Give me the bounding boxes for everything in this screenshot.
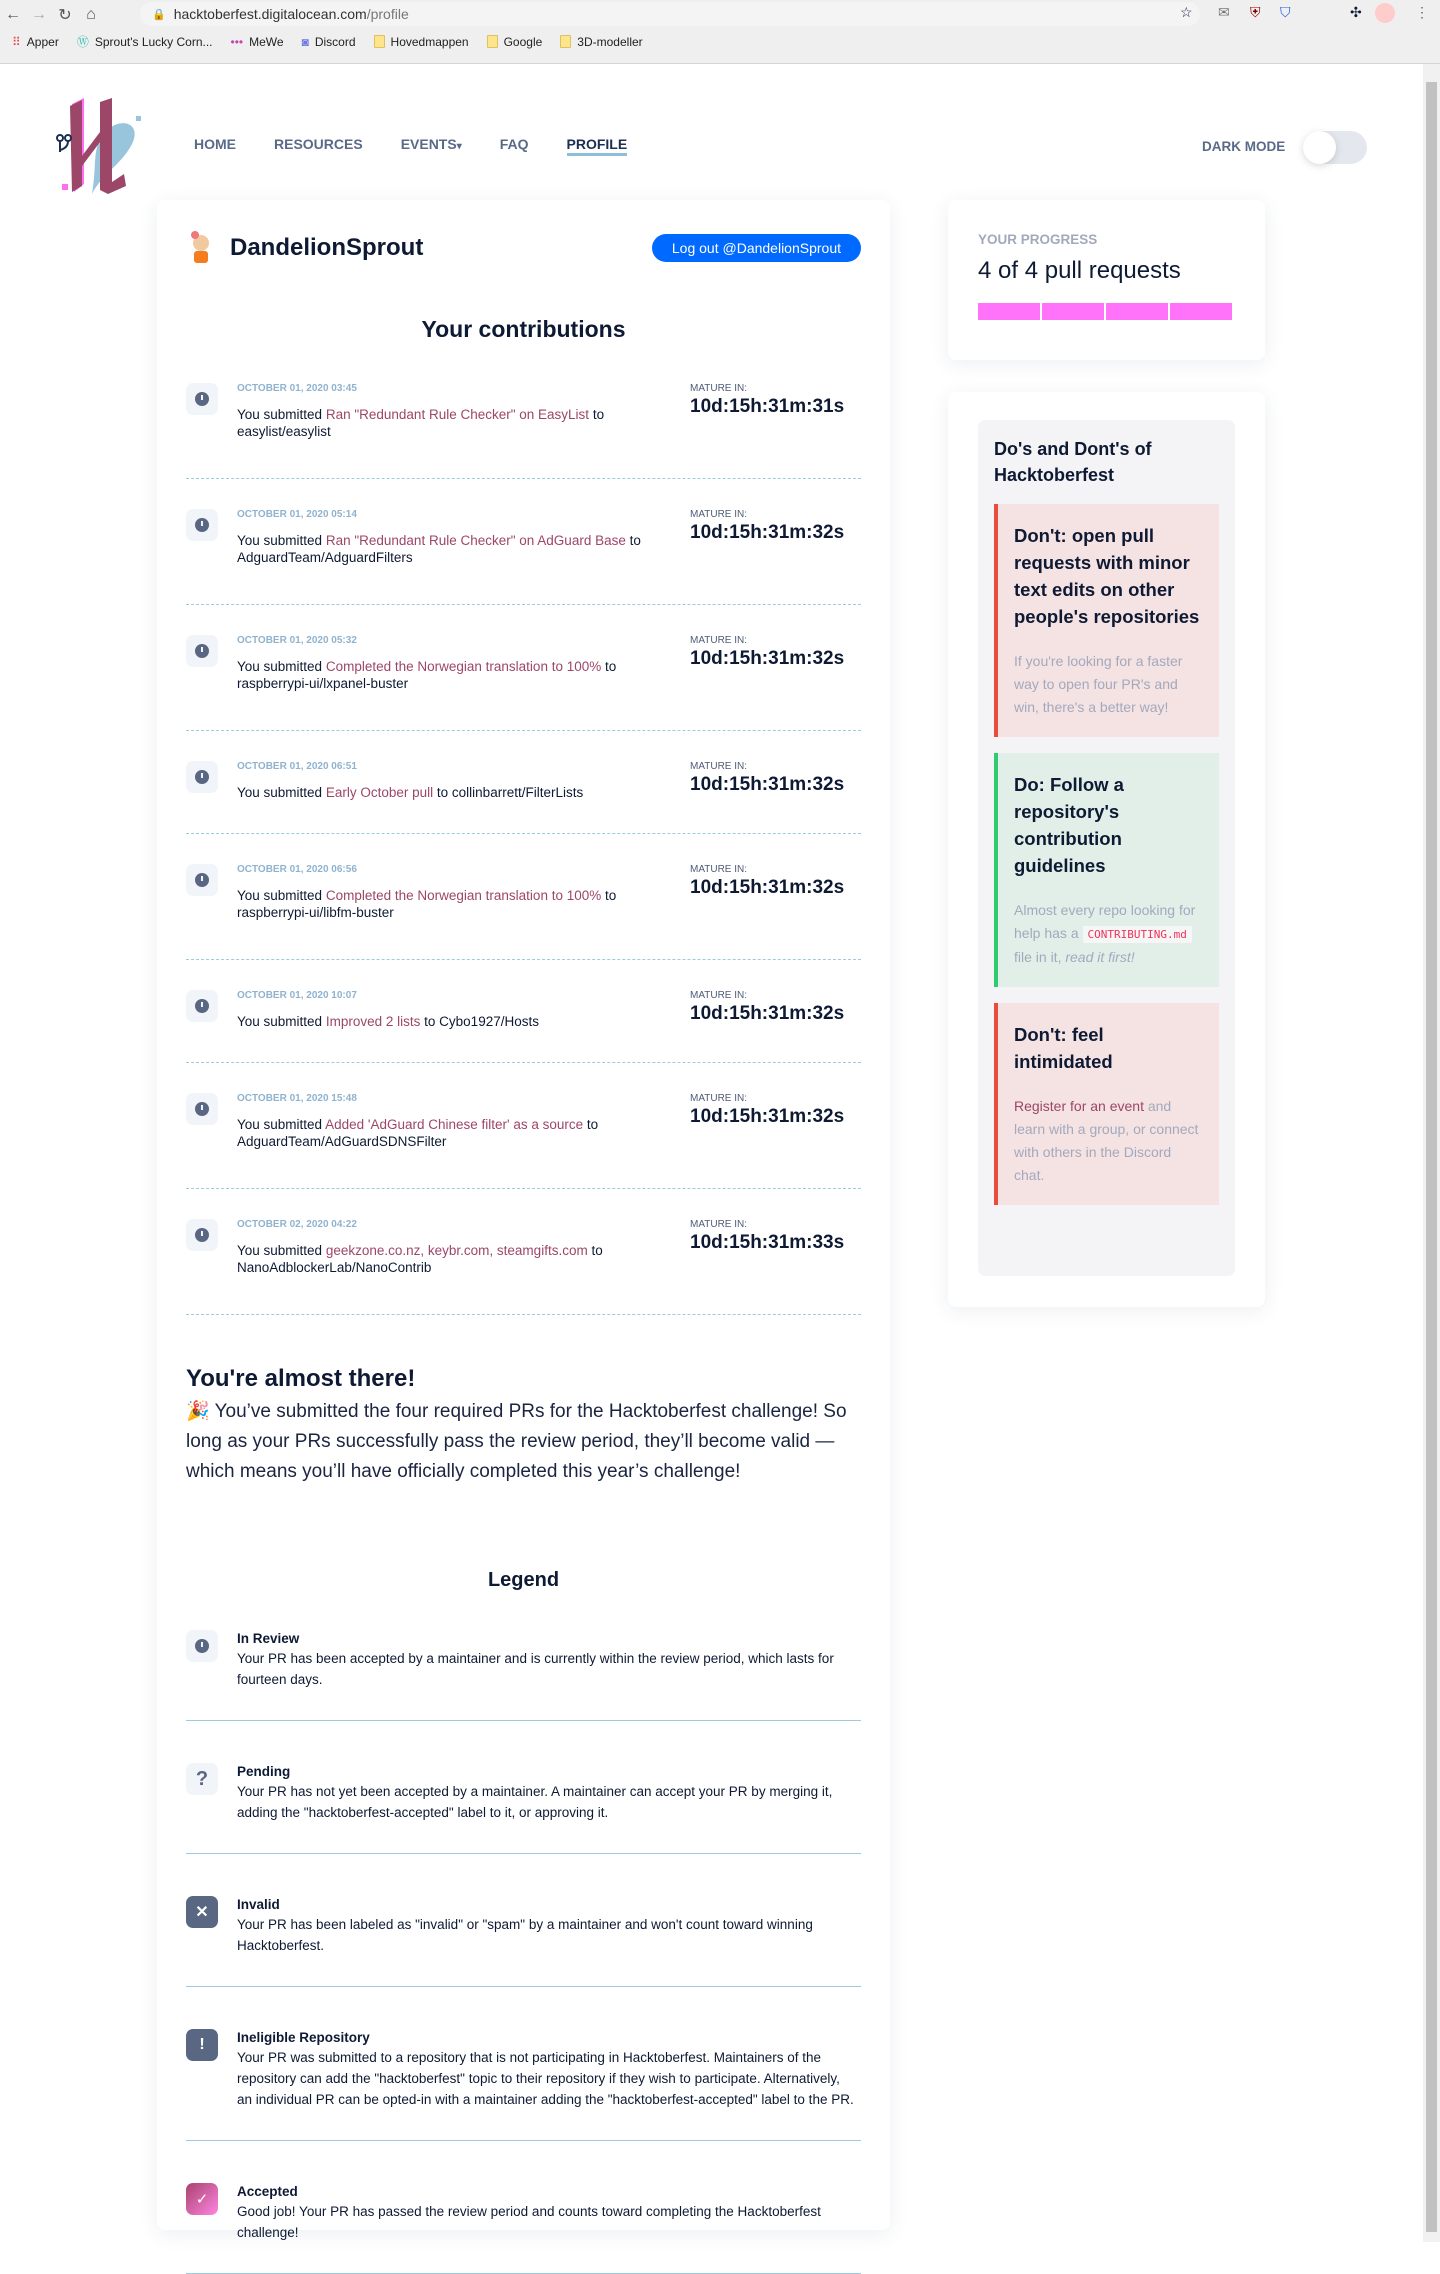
pr-link[interactable]: Early October pull [325,785,434,800]
folder-icon [487,35,498,48]
mature-countdown [690,635,844,670]
bookmark[interactable]: Hovedmappen [374,35,469,49]
prefix: You submitted [237,785,323,800]
legend-title: Accepted [237,2184,298,2199]
joiner: to [424,1014,436,1029]
legend-body [237,1763,857,1823]
exclamation-icon: ! [199,2036,205,2053]
bookmark-apps[interactable]: ⠿ Apper [12,34,59,49]
legend-icon-box [186,1896,218,1928]
mature-countdown [690,864,844,899]
profile-card [157,200,890,2240]
pr-link[interactable]: Ran "Redundant Rule Checker" on EasyList [325,407,590,422]
clock-icon [195,518,209,532]
contribution-row [186,731,861,834]
reload-icon[interactable]: ↻ [58,6,72,24]
legend-icon-box [186,1630,218,1662]
contribution-date: OCTOBER 02, 2020 04:22 [237,1219,357,1230]
dos-heading: Do's and Dont's of Hacktoberfest [994,439,1152,485]
contribution-row [186,960,861,1063]
progress-segment [1170,303,1232,320]
contribution-row [186,834,861,960]
mature-label: MATURE IN: [690,635,748,646]
progress-label: YOUR PROGRESS [978,232,1098,247]
mature-value: 10d:15h:31m:32s [690,1106,845,1127]
pr-link[interactable]: geekzone.co.nz, keybr.com, steamgifts.com [325,1243,588,1258]
back-icon[interactable]: ← [5,5,21,23]
toggle-knob [1303,131,1336,164]
legend-item [186,1630,861,1721]
contribution-date: OCTOBER 01, 2020 06:51 [237,761,357,772]
pr-link[interactable]: Improved 2 lists [325,1014,421,1029]
contribution-row [186,605,861,731]
lock-icon: 🔒 [152,8,166,21]
legend-body [237,2029,857,2110]
forward-icon[interactable]: → [31,5,47,23]
x-icon: ✕ [195,1904,209,1921]
almost-heading: You're almost there! [186,1365,416,1392]
clock-icon [195,392,209,406]
mature-countdown [690,1219,844,1254]
address-bar[interactable]: 🔒 hacktoberfest.digitalocean.com /profile [140,2,1200,26]
contributions-heading: Your contributions [421,316,626,342]
contribution-date: OCTOBER 01, 2020 06:56 [237,864,357,875]
pr-link[interactable]: Completed the Norwegian translation to 100% [325,659,602,674]
mature-value: 10d:15h:31m:33s [690,1232,845,1253]
clock-icon [195,1102,209,1116]
mature-countdown [690,383,844,418]
contribution-row [186,1063,861,1189]
wordpress-icon: Ⓦ [76,35,89,49]
menu-icon[interactable]: ⋮ [1415,4,1429,20]
extensions-icon[interactable]: ✣ [1350,4,1362,20]
clock-icon [195,999,209,1013]
joiner: to [591,1243,603,1258]
mature-value: 10d:15h:31m:31s [690,396,845,417]
tip-dont-intimidated: Don't: feel intimidated Register for an event and learn with a group, or connect with others in the Discord chat. [994,1003,1219,1205]
nav-events[interactable]: EVENTS▾ [400,136,462,152]
repo-name: collinbarrett/FilterLists [451,785,584,800]
repo-name: raspberrypi-ui/libfm-buster [237,905,394,920]
status-in-review [186,383,218,415]
legend-body [237,2183,857,2243]
prefix: You submitted [237,1243,323,1258]
main-nav [194,136,627,156]
nav-home[interactable]: HOME [194,136,236,152]
status-in-review [186,635,218,667]
repo-name: NanoAdblockerLab/NanoContrib [237,1260,432,1275]
progress-segment [978,303,1040,320]
mail-icon[interactable]: ✉ [1218,4,1230,20]
contribution-desc [237,406,667,440]
legend-item [186,1987,861,2141]
profile-avatar[interactable] [1375,3,1395,23]
code-filename: CONTRIBUTING.md [1083,926,1192,943]
logout-button[interactable]: Log out @DandelionSprout [652,234,861,262]
username: DandelionSprout [230,234,424,261]
bookmark[interactable]: 3D-modeller [560,35,642,49]
pr-link[interactable]: Ran "Redundant Rule Checker" on AdGuard Base [325,533,626,548]
mature-value: 10d:15h:31m:32s [690,1003,845,1024]
contribution-desc [237,1013,667,1030]
contribution-desc [237,1116,667,1150]
party-popper-icon: 🎉 [186,1401,210,1422]
legend-text: Your PR has not yet been accepted by a maintainer. A maintainer can accept your PR by merging it, adding the "hacktoberfest-accepted" label to it, or approving it. [237,1784,833,1820]
home-icon[interactable]: ⌂ [86,5,96,23]
contribution-desc [237,1242,667,1276]
avatar [186,231,216,265]
contribution-date: OCTOBER 01, 2020 10:07 [237,990,357,1001]
hacktoberfest-logo[interactable] [52,94,148,198]
pr-link[interactable]: Added 'AdGuard Chinese filter' as a source [325,1117,584,1132]
mature-value: 10d:15h:31m:32s [690,648,845,669]
status-in-review [186,1219,218,1251]
almost-there-section [186,1365,861,1487]
contribution-row [186,1189,861,1315]
mature-value: 10d:15h:31m:32s [690,774,845,795]
status-in-review [186,761,218,793]
check-icon: ✓ [195,2191,209,2208]
legend-icon-box [186,2183,218,2215]
bookmark[interactable]: Ⓦ Sprout's Lucky Corn... [76,34,213,49]
legend-title: In Review [237,1631,300,1646]
legend-list [186,1630,861,2274]
contribution-row [186,479,861,605]
dark-mode-toggle[interactable] [1303,131,1367,164]
star-icon[interactable]: ☆ [1180,4,1193,20]
joiner: to [605,888,617,903]
prefix: You submitted [237,1117,323,1132]
apps-icon: ⠿ [12,34,21,49]
legend-text: Your PR has been accepted by a maintainer and is currently within the review period, which lasts for fourteen days. [237,1651,834,1687]
scrollbar-thumb[interactable] [1426,82,1437,2232]
bookmark[interactable]: ••• MeWe [230,34,284,49]
mature-label: MATURE IN: [690,864,748,875]
mature-countdown [690,509,844,544]
contribution-desc [237,887,667,921]
mature-label: MATURE IN: [690,509,748,520]
legend-text: Your PR was submitted to a repository that is not participating in Hacktoberfest. Maintainers of the repository can add the "hacktoberfest" topic to their repository if they wish to participate. Alternatively, an individual PR can be opted-in with a maintainer adding the "hacktoberfest-accepted" label to the PR. [237,2050,854,2107]
legend-body [237,1896,857,1956]
joiner: to [592,407,605,422]
mature-countdown [690,990,844,1025]
contribution-desc [237,658,667,692]
progress-value: 4 of 4 pull requests [978,257,1181,284]
contribution-desc [237,784,667,801]
contribution-row [186,383,861,479]
bookmark[interactable]: ◙ Discord [301,34,356,49]
discord-icon: ◙ [301,34,309,49]
folder-icon [560,35,571,48]
prefix: You submitted [237,533,323,548]
progress-segment [1106,303,1168,320]
pr-link[interactable]: Completed the Norwegian translation to 100% [325,888,602,903]
status-in-review [186,1093,218,1125]
tip-do-guidelines: Do: Follow a repository's contribution guidelines Almost every repo looking for help has a CONTRIBUTING.md file in it, read it first! [994,753,1219,987]
mature-value: 10d:15h:31m:32s [690,877,845,898]
mature-countdown [690,1093,844,1128]
legend-item [186,1721,861,1854]
contributions-list [186,383,861,1315]
legend-title: Ineligible Repository [237,2030,370,2045]
repo-name: raspberrypi-ui/lxpanel-buster [237,676,409,691]
status-in-review [186,864,218,896]
folder-icon [374,35,385,48]
nav-profile[interactable]: PROFILE [567,136,628,156]
nav-faq[interactable]: FAQ [499,136,529,152]
status-in-review [186,509,218,541]
contribution-date: OCTOBER 01, 2020 05:32 [237,635,357,646]
contribution-desc [237,532,667,566]
repo-name: easylist/easylist [237,424,331,439]
browser-chrome [0,0,1440,64]
clock-icon [195,873,209,887]
ublock-icon[interactable]: ⛨ [1250,4,1261,20]
legend-item [186,1854,861,1987]
legend-body [237,1630,857,1690]
legend-text: Your PR has been labeled as "invalid" or "spam" by a maintainer and won't count toward winning Hacktoberfest. [237,1917,813,1953]
mature-label: MATURE IN: [690,1219,748,1230]
joiner: to [629,533,641,548]
tip-dont-minor-edits: Don't: open pull requests with minor text edits on other people's repositories If you're looking for a faster way to open four PR's and win, there's a better way! [994,504,1219,737]
mature-label: MATURE IN: [690,990,748,1001]
mewe-icon: ••• [230,34,244,49]
bookmark[interactable]: Google [487,35,543,49]
status-in-review [186,990,218,1022]
clock-icon [195,770,209,784]
joiner: to [586,1117,599,1132]
legend-item [186,2141,861,2274]
legend-text: Good job! Your PR has passed the review period and counts toward completing the Hacktoberfest challenge! [237,2204,821,2240]
progress-segment [1042,303,1104,320]
register-event-link[interactable]: Register for an event [1014,1098,1144,1114]
progress-bar [978,303,1235,320]
progress-card [948,200,1265,360]
repo-name: Cybo1927/Hosts [439,1014,539,1029]
prefix: You submitted [237,1014,323,1029]
almost-text: 🎉 You’ve submitted the four required PRs for the Hacktoberfest challenge! So long as your PRs successfully pass the review period, they’ll become valid — which means you’ll have officially completed this year’s challenge! [186,1401,847,1482]
joiner: to [436,785,449,800]
prefix: You submitted [237,659,323,674]
clock-icon [195,1639,209,1653]
prefix: You submitted [237,888,323,903]
legend-heading: Legend [487,1569,560,1591]
bitwarden-icon[interactable]: ⛉ [1280,4,1291,20]
bookmarks-bar [12,33,643,50]
caret-down-icon: ▾ [456,141,462,152]
legend-title: Pending [237,1764,291,1779]
mature-label: MATURE IN: [690,383,748,394]
scrollbar[interactable] [1423,64,1440,2242]
mature-countdown [690,761,844,796]
legend-icon-box [186,1763,218,1795]
legend-title: Invalid [237,1897,280,1912]
mature-label: MATURE IN: [690,761,748,772]
clock-icon [195,644,209,658]
dos-donts-card [948,392,1265,1307]
clock-icon [195,1228,209,1242]
mature-label: MATURE IN: [690,1093,748,1104]
question-icon: ? [195,1767,209,1790]
repo-name: AdguardTeam/AdguardFilters [237,550,413,565]
contribution-date: OCTOBER 01, 2020 15:48 [237,1093,357,1104]
contribution-date: OCTOBER 01, 2020 05:14 [237,509,357,520]
prefix: You submitted [237,407,323,422]
nav-resources[interactable]: RESOURCES [274,136,363,152]
contribution-date: OCTOBER 01, 2020 03:45 [237,383,357,394]
legend-icon-box [186,2029,218,2061]
mature-value: 10d:15h:31m:32s [690,522,845,543]
joiner: to [605,659,617,674]
repo-name: AdguardTeam/AdGuardSDNSFilter [237,1134,447,1149]
dark-mode-label: DARK MODE [1202,139,1286,154]
